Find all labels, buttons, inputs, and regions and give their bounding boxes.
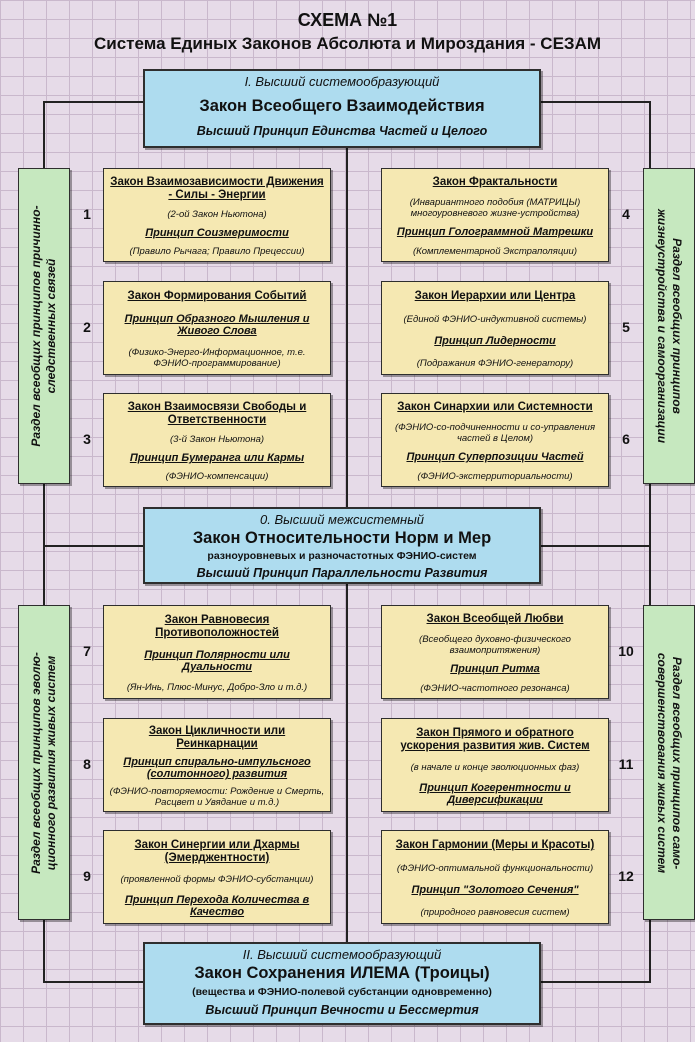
bottom-law-level: II. Высший системообразующий	[242, 947, 442, 962]
law-principle: Принцип Бумеранга или Кармы	[129, 452, 305, 465]
section-right-bottom	[643, 605, 695, 920]
top-law-principle: Высший Принцип Единства Частей и Целого	[196, 124, 488, 138]
principle-note: (Комплементарной Экстраполяции)	[412, 246, 578, 258]
middle-law-block	[143, 507, 541, 584]
law-number-8: 8	[83, 756, 91, 772]
law-principle: Принцип Ритма	[450, 663, 540, 676]
principle-note: (природного равновесия систем)	[420, 906, 570, 918]
law-note: (в начале и конце эволюционных фаз)	[410, 761, 580, 773]
middle-law-scope: разноуровневых и разночастотных ФЭНИО-систем	[207, 550, 477, 562]
law-title: Закон Формирования Событий	[127, 290, 307, 302]
law-box-9	[103, 830, 331, 924]
connector-center-top	[346, 148, 348, 508]
connector-center-bottom	[346, 583, 348, 943]
law-number-11: 11	[618, 756, 634, 772]
law-principle: Принцип Образного Мышления и Живого Слова	[124, 313, 310, 337]
principle-note: (Физико-Энерго-Информационное, т.е. ФЭНИО-программирование)	[128, 347, 306, 369]
law-title: Закон Прямого и обратного ускорения развития жив. Систем	[400, 726, 590, 752]
section-right-top-label: Раздел всеобщих принципов жизнеустройства и самоорганизации	[655, 208, 684, 444]
bottom-law-substance: (вещества и ФЭНИО-полевой субстанции одновременно)	[192, 986, 492, 998]
top-law-title: Закон Всеобщего Взаимодействия	[199, 97, 485, 115]
law-box-2	[103, 281, 331, 375]
law-principle: Принцип Соизмеримости	[145, 227, 289, 240]
law-title: Закон Гармонии (Меры и Красоты)	[395, 839, 595, 852]
law-principle: Принцип спирально-импульсного (солитонного) развития	[123, 756, 311, 781]
law-number-6: 6	[622, 431, 630, 447]
law-box-12	[381, 830, 609, 924]
law-principle: Принцип Когерентности и Диверсификации	[419, 782, 571, 807]
middle-law-title: Закон Относительности Норм и Мер	[192, 529, 492, 547]
top-law-level: I. Высший системообразующий	[244, 74, 440, 89]
diagram-title: СХЕМА №1	[297, 10, 398, 30]
principle-note: (Подражания ФЭНИО-генератору)	[416, 357, 574, 369]
section-left-bottom-label: Раздел всеобщих принципов эволю- ционного развития живых систем	[29, 651, 58, 874]
law-number-2: 2	[83, 319, 91, 335]
section-left-bottom	[18, 605, 70, 920]
law-number-3: 3	[83, 431, 91, 447]
law-box-7	[103, 605, 331, 699]
middle-law-level: 0. Высший межсистемный	[260, 512, 424, 527]
bottom-law-title: Закон Сохранения ИЛЕМА (Троицы)	[194, 964, 490, 982]
bottom-law-principle: Высший Принцип Вечности и Бессмертия	[205, 1003, 479, 1017]
diagram-subtitle: Система Единых Законов Абсолюта и Мироздания - СЕЗАМ	[93, 34, 602, 53]
law-box-4	[381, 168, 609, 262]
law-box-11	[381, 718, 609, 812]
law-box-8	[103, 718, 331, 812]
law-number-7: 7	[83, 643, 91, 659]
law-principle: Принцип Суперпозиции Частей	[406, 451, 584, 464]
law-number-5: 5	[622, 319, 630, 335]
law-box-1	[103, 168, 331, 262]
top-law-block	[143, 69, 541, 148]
law-number-4: 4	[622, 206, 630, 222]
law-title: Закон Синергии или Дхармы (Эмерджентности)	[134, 838, 300, 864]
section-left-top	[18, 168, 70, 484]
law-number-10: 10	[618, 643, 634, 659]
bottom-law-block	[143, 942, 541, 1025]
principle-note: (ФЭНИО-повторяемости: Рождение и Смерть, Расцвет и Увядание и т.д.)	[109, 786, 325, 809]
principle-note: (ФЭНИО-экстерриториальности)	[417, 471, 573, 483]
section-right-top	[643, 168, 695, 484]
law-note: (Инвариантного подобия (МАТРИЦЫ) многоуровневого жизне-устройства)	[409, 196, 581, 219]
law-note: (Единой ФЭНИО-индуктивной системы)	[403, 313, 587, 325]
law-principle: Принцип Лидерности	[434, 335, 556, 348]
law-box-10	[381, 605, 609, 699]
principle-note: (Правило Рычага; Правило Прецессии)	[129, 246, 305, 258]
law-note: (ФЭНИО-оптимальной функциональности)	[396, 862, 594, 874]
section-left-top-label: Раздел всеобщих принципов причинно- следственных связей	[29, 205, 58, 447]
law-note: (2-ой Закон Ньютона)	[167, 208, 267, 220]
law-number-12: 12	[618, 868, 634, 884]
law-box-6	[381, 393, 609, 487]
law-title: Закон Взаимозависимости Движения - Силы - Энергии	[110, 175, 324, 201]
law-principle: Принцип Полярности или Дуальности	[144, 648, 290, 673]
middle-law-principle: Высший Принцип Параллельности Развития	[196, 566, 488, 580]
law-box-3	[103, 393, 331, 487]
law-title: Закон Взаимосвязи Свободы и Ответственности	[127, 400, 307, 426]
law-title: Закон Цикличности или Реинкарнации	[148, 724, 286, 750]
law-principle: Принцип Перехода Количества в Качество	[124, 894, 310, 919]
principle-note: (ФЭНИО-частотного резонанса)	[420, 683, 570, 695]
law-number-1: 1	[83, 206, 91, 222]
law-title: Закон Иерархии или Центра	[414, 290, 576, 303]
law-title: Закон Всеобщей Любви	[426, 612, 564, 625]
law-principle: Принцип "Золотого Сечения"	[411, 884, 579, 897]
law-note: (проявленной формы ФЭНИО-субстанции)	[120, 873, 314, 885]
principle-note: (Ян-Инь, Плюс-Минус, Добро-Зло и т.д.)	[126, 682, 308, 694]
law-box-5	[381, 281, 609, 375]
law-number-9: 9	[83, 868, 91, 884]
principle-note: (ФЭНИО-компенсации)	[165, 471, 269, 483]
law-title: Закон Равновесия Противоположностей	[155, 613, 279, 639]
law-note: (ФЭНИО-со-подчиненности и со-управления частей в Целом)	[394, 421, 596, 444]
law-note: (3-й Закон Ньютона)	[169, 433, 265, 445]
law-note: (Всеобщего духовно-физического взаимопритяжения)	[419, 633, 571, 656]
law-title: Закон Фрактальности	[432, 175, 558, 188]
law-principle: Принцип Голограммной Матрешки	[396, 226, 594, 239]
law-title: Закон Синархии или Системности	[397, 400, 593, 413]
section-right-bottom-label: Раздел всеобщих принципов само- совершенствования живых систем	[655, 652, 684, 873]
